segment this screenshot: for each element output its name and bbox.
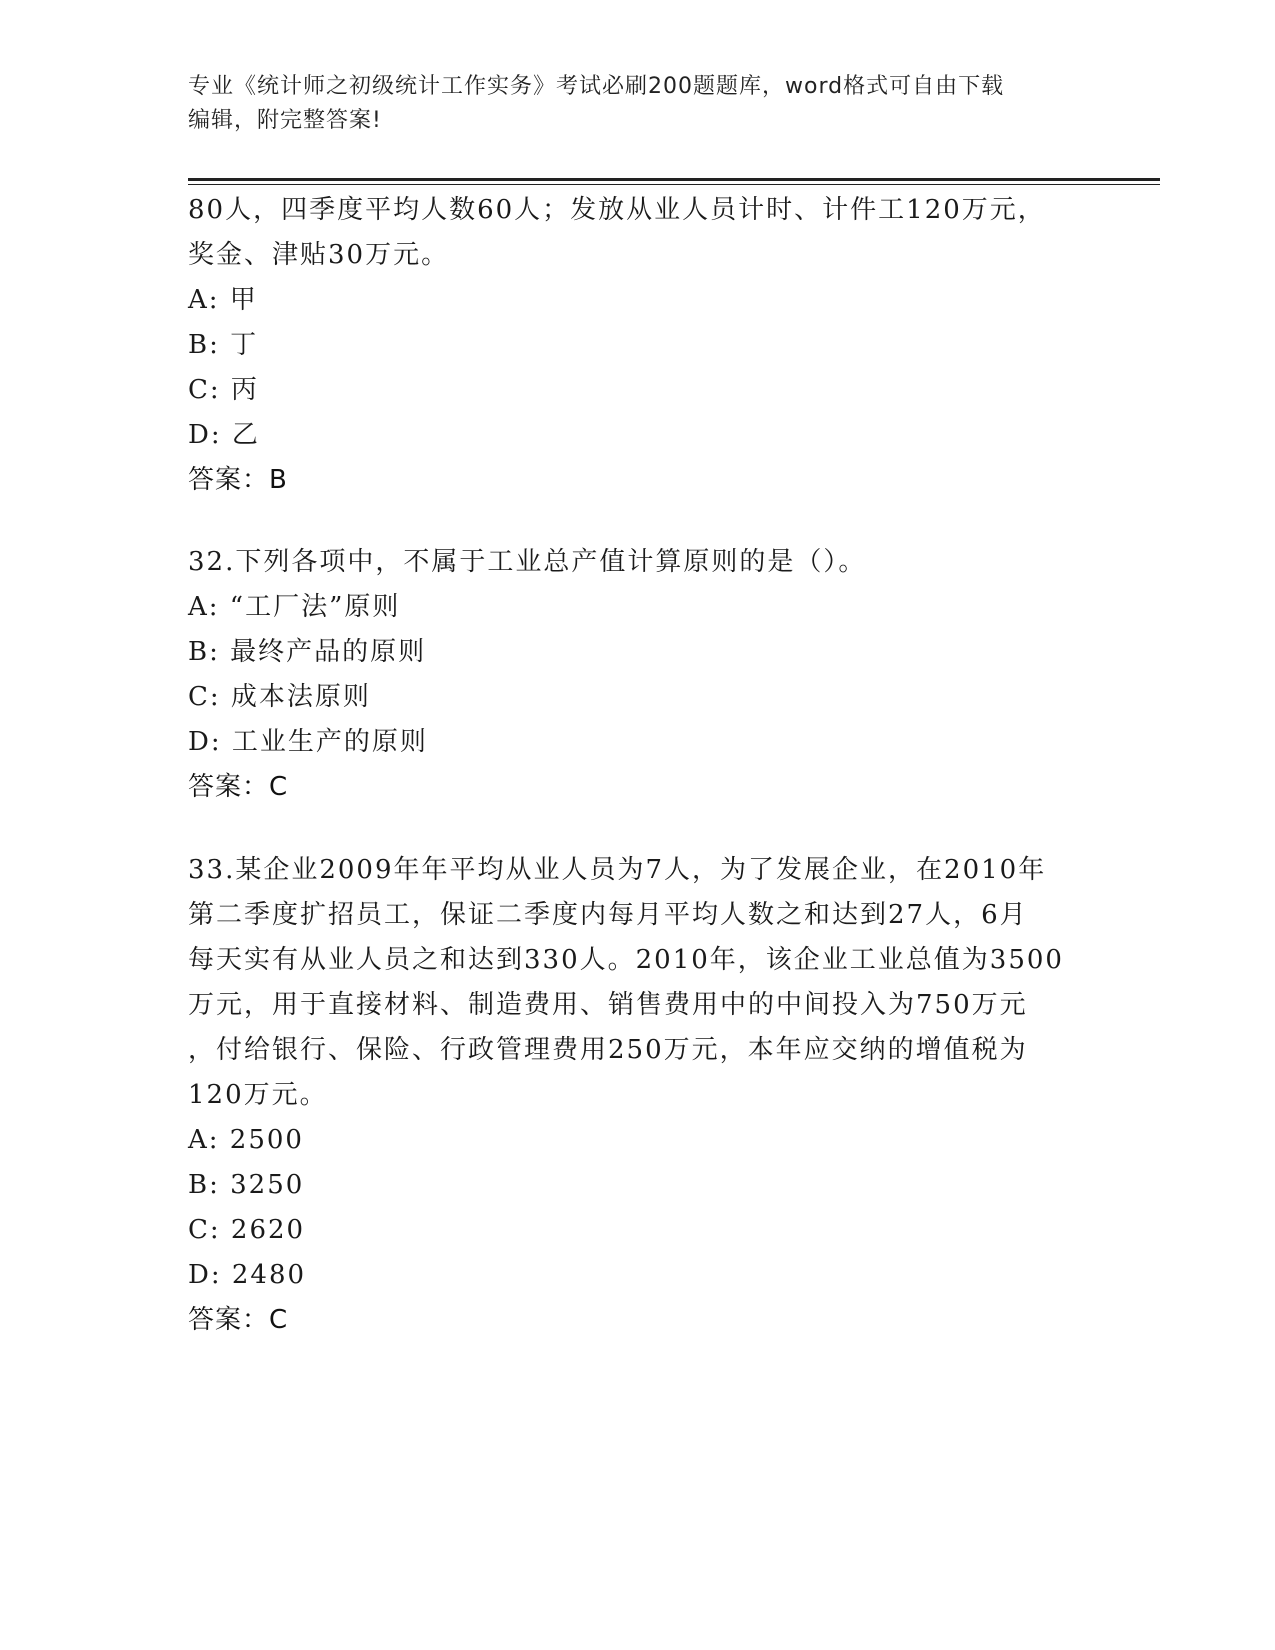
answer-line: 答案：C [188, 772, 289, 802]
question-text-line: 120万元。 [188, 1080, 328, 1110]
option-a: A: 甲 [188, 285, 258, 315]
answer-line: 答案：B [188, 465, 288, 495]
question-32 [188, 540, 1088, 810]
question-text-line: 80人，四季度平均人数60人；发放从业人员计时、计件工120万元， [188, 195, 1046, 225]
option-c: C: 2620 [188, 1215, 306, 1245]
option-d: D: 2480 [188, 1260, 307, 1290]
question-31 [188, 188, 1088, 503]
header-line-2: 编辑，附完整答案! [188, 108, 382, 133]
question-text-line: 33.某企业2009年年平均从业人员为7人，为了发展企业，在2010年 [188, 855, 1047, 885]
answer-line: 答案：C [188, 1305, 289, 1335]
question-text-line: 万元，用于直接材料、制造费用、销售费用中的中间投入为750万元 [188, 990, 1028, 1020]
header-divider-thick [188, 178, 1160, 181]
question-text-line: 32.下列各项中，不属于工业总产值计算原则的是（）。 [188, 547, 867, 577]
header-divider-thin [188, 184, 1160, 185]
option-a: A: 2500 [188, 1125, 304, 1155]
question-text-line: 奖金、津贴30万元。 [188, 240, 450, 270]
header-line-1: 专业《统计师之初级统计工作实务》考试必刷200题题库，word格式可自由下载 [188, 74, 1005, 99]
option-c: C: 成本法原则 [188, 682, 371, 712]
option-d: D: 乙 [188, 420, 260, 450]
document-header [188, 70, 1088, 138]
option-b: B: 丁 [188, 330, 259, 360]
question-33 [188, 848, 1088, 1343]
option-c: C: 丙 [188, 375, 259, 405]
option-a: A: “工厂法”原则 [188, 592, 401, 622]
option-b: B: 3250 [188, 1170, 305, 1200]
option-b: B: 最终产品的原则 [188, 637, 427, 667]
option-d: D: 工业生产的原则 [188, 727, 428, 757]
question-text-line: ，付给银行、保险、行政管理费用250万元，本年应交纳的增值税为 [188, 1035, 1028, 1065]
question-text-line: 每天实有从业人员之和达到330人。2010年，该企业工业总值为3500 [188, 945, 1064, 975]
question-text-line: 第二季度扩招员工，保证二季度内每月平均人数之和达到27人，6月 [188, 900, 1028, 930]
